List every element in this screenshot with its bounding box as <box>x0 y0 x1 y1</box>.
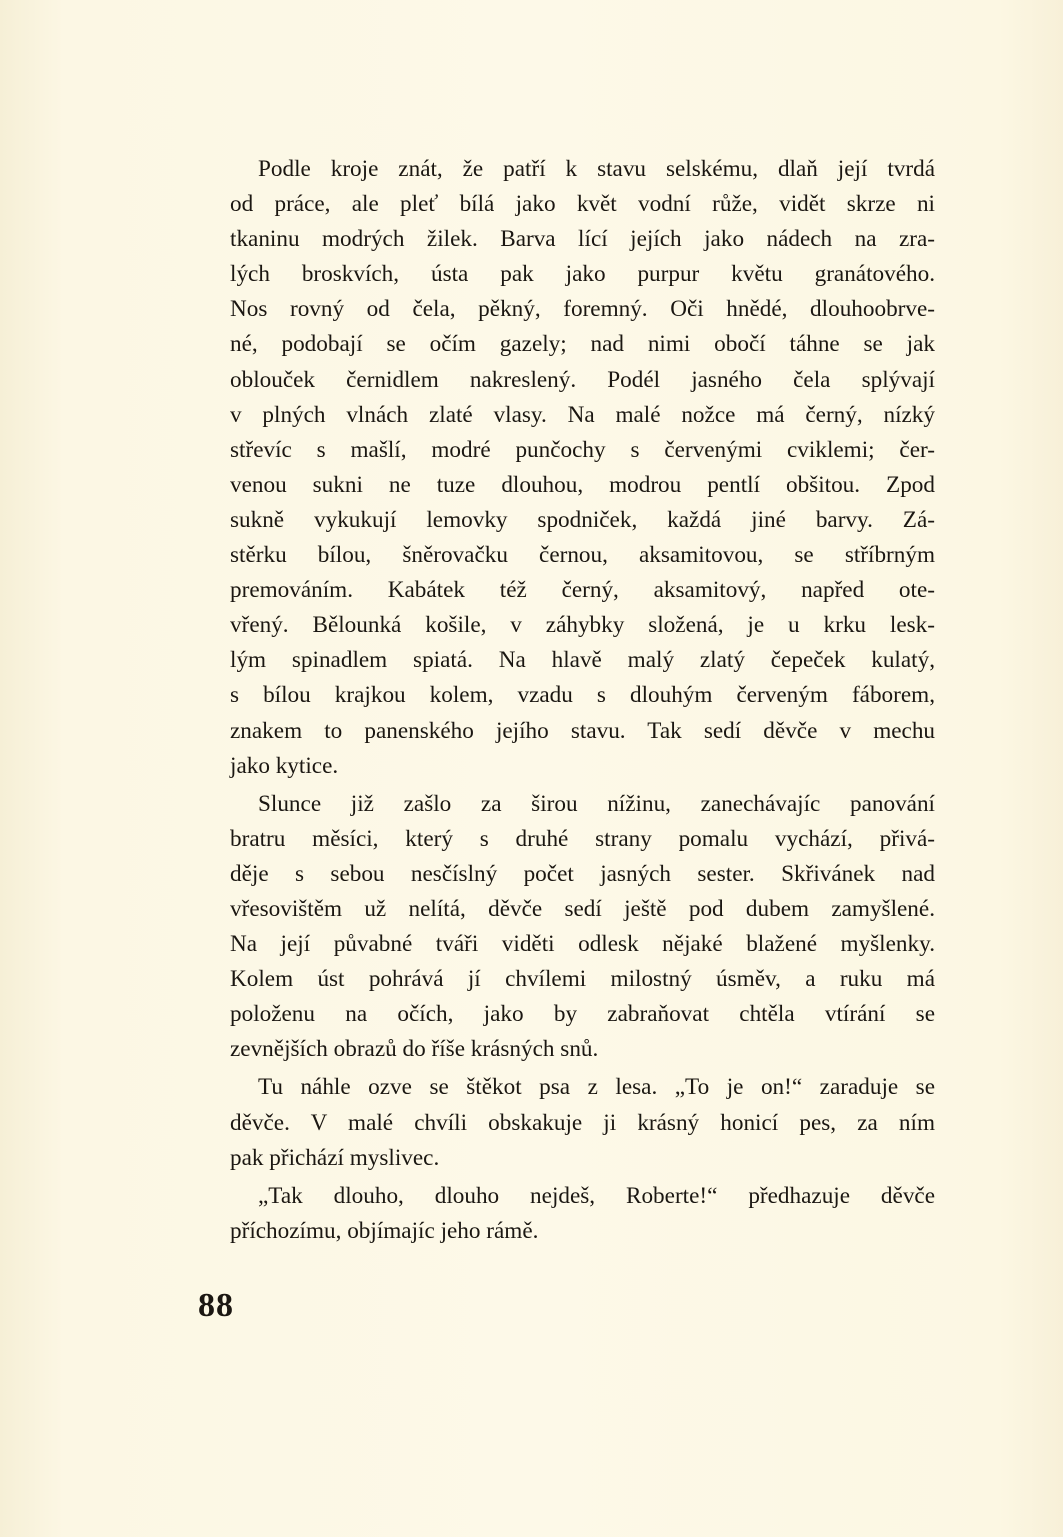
text-line: „Tak dlouho, dlouho nejdeš, Roberte!“ předhazuje děvče <box>258 1182 935 1209</box>
text-line: střevíc s mašlí, modré punčochy s červenými cviklemi; čer- <box>230 436 935 463</box>
paragraph <box>230 787 935 1068</box>
text-line: v plných vlnách zlaté vlasy. Na malé nožce má černý, nízký <box>230 401 935 428</box>
text-line: od práce, ale pleť bílá jako květ vodní růže, vidět skrze ni <box>230 191 935 218</box>
text-line: sukně vykukují lemovky spodniček, každá jiné barvy. Zá- <box>230 506 935 533</box>
text-line: stěrku bílou, šněrovačku černou, aksamitovou, se stříbrným <box>230 542 935 569</box>
text-line: pak přichází myslivec. <box>230 1144 440 1171</box>
text-line: s bílou krajkou kolem, vzadu s dlouhým červeným fáborem, <box>230 682 935 709</box>
text-line: premováním. Kabátek též černý, aksamitový, napřed ote- <box>230 577 935 604</box>
text-line: zevnějších obrazů do říše krásných snů. <box>230 1036 599 1063</box>
paragraph <box>230 1179 935 1249</box>
text-line: Kolem úst pohrává jí chvílemi milostný úsměv, a ruku má <box>230 966 935 993</box>
paragraph <box>230 152 935 784</box>
text-line: tkaninu modrých žilek. Barva lící jejích jako nádech na zra- <box>230 226 935 253</box>
text-line: děvče. V malé chvíli obskakuje ji krásný honicí pes, za ním <box>230 1109 935 1136</box>
page-number: 88 <box>198 1287 234 1324</box>
text-line: Na její půvabné tváři viděti odlesk nějaké blažené myšlenky. <box>230 931 935 958</box>
paragraph <box>230 1070 935 1175</box>
text-line: jako kytice. <box>230 752 339 779</box>
text-line: příchozímu, objímajíc jeho rámě. <box>230 1217 539 1244</box>
text-line: Podle kroje znát, že patří k stavu selskému, dlaň její tvrdá <box>258 156 935 182</box>
text-line: né, podobají se očím gazely; nad nimi obočí táhne se jak <box>230 331 935 358</box>
text-line: položenu na očích, jako by zabraňovat chtěla vtírání se <box>230 1001 935 1028</box>
text-line: vřesovištěm už nelítá, děvče sedí ještě pod dubem zamyšlené. <box>230 895 935 922</box>
text-line: znakem to panenského jejího stavu. Tak sedí děvče v mechu <box>230 717 935 744</box>
text-line: děje s sebou nesčíslný počet jasných sester. Skřivánek nad <box>230 860 935 887</box>
text-line: Nos rovný od čela, pěkný, foremný. Oči hnědé, dlouhoobrve- <box>230 296 935 323</box>
text-line: Slunce již zašlo za širou nížinu, zanechávajíc panování <box>258 790 935 817</box>
text-line: Tu náhle ozve se štěkot psa z lesa. „To je on!“ zaraduje se <box>258 1074 935 1101</box>
text-line: vřený. Bělounká košile, v záhybky složená, je u krku lesk- <box>230 612 935 639</box>
text-line: lým spinadlem spiatá. Na hlavě malý zlatý čepeček kulatý, <box>230 647 935 674</box>
body-text <box>230 152 935 1249</box>
text-line: oblouček černidlem nakreslený. Podél jasného čela splývají <box>230 366 935 393</box>
text-line: bratru měsíci, který s druhé strany pomalu vychází, přivá- <box>230 825 935 852</box>
text-line: venou sukni ne tuze dlouhou, modrou pentlí obšitou. Zpod <box>230 471 935 498</box>
text-line: lých broskvích, ústa pak jako purpur květu granátového. <box>230 261 935 288</box>
